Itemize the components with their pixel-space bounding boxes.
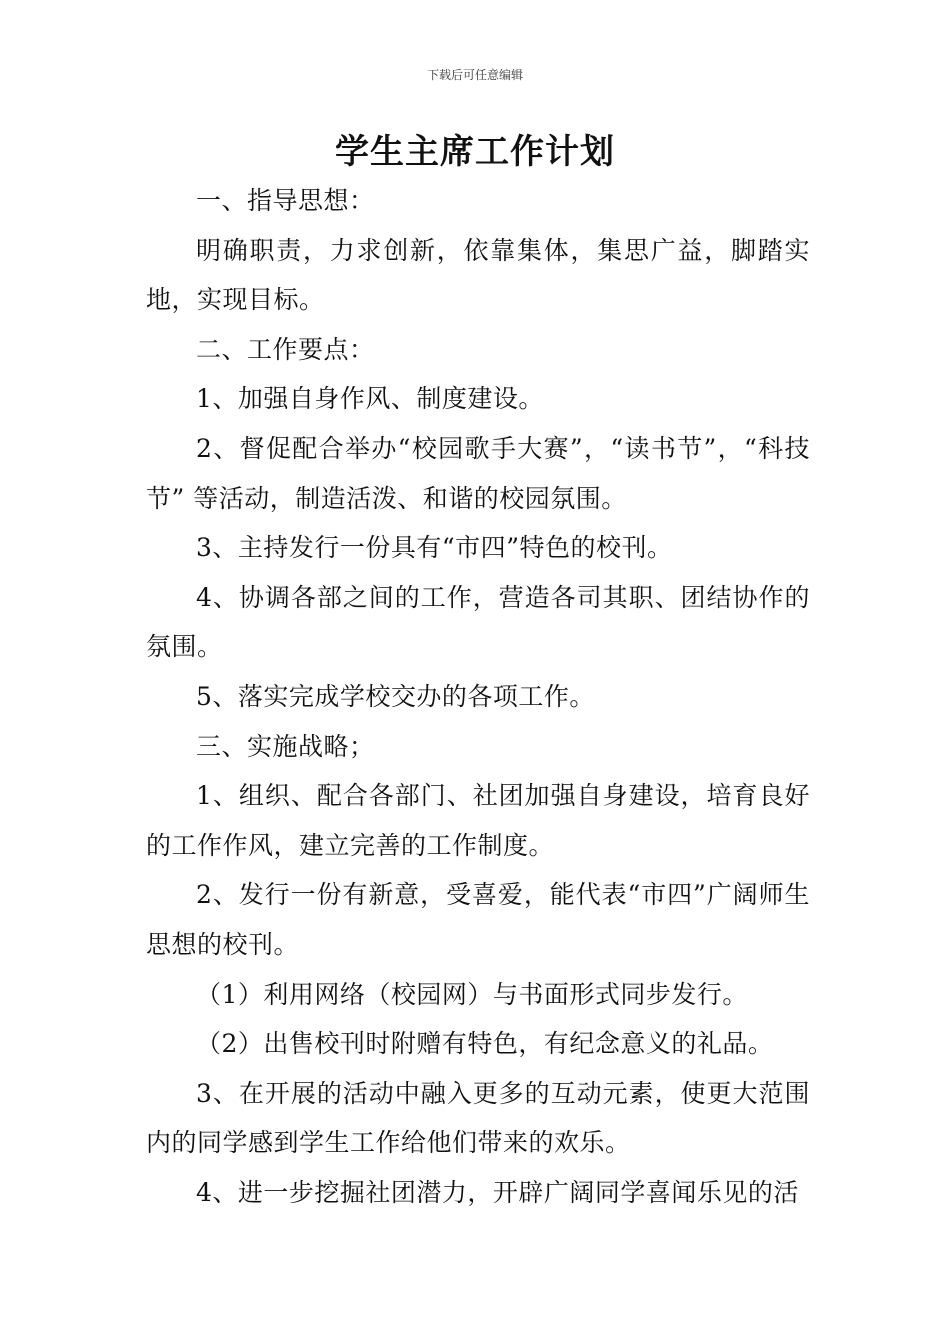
list-item: 1、加强自身作风、制度建设。 xyxy=(196,384,544,414)
sub-list-item: （1）利用网络（校园网）与书面形式同步发行。 xyxy=(196,979,748,1009)
section-heading-strategy: 三、实施战略； xyxy=(196,731,375,761)
list-item: 2、发行一份有新意，受喜爱，能代表“市四”广阔师生思想的校刊。 xyxy=(146,880,810,959)
list-item: 5、落实完成学校交办的各项工作。 xyxy=(196,681,595,711)
list-item: 4、进一步挖掘社团潜力，开辟广阔同学喜闻乐见的活 xyxy=(196,1177,799,1207)
sub-list-item: （2）出售校刊时附赠有特色，有纪念意义的礼品。 xyxy=(196,1029,774,1059)
section-heading-work-points: 二、工作要点： xyxy=(196,334,375,364)
document-body xyxy=(146,176,810,1217)
list-item: 3、在开展的活动中融入更多的互动元素，使更大范围内的同学感到学生工作给他们带来的欢乐。 xyxy=(146,1078,810,1158)
header-note: 下载后可任意编辑 xyxy=(426,68,523,82)
list-item: 4、协调各部之间的工作，营造各司其职、团结协作的氛围。 xyxy=(146,582,810,662)
document-title: 学生主席工作计划 xyxy=(335,132,615,172)
list-item: 1、组织、配合各部门、社团加强自身建设，培育良好的工作作风，建立完善的工作制度。 xyxy=(146,781,810,860)
list-item: 3、主持发行一份具有“市四”特色的校刊。 xyxy=(196,533,673,563)
section-heading-guiding-thought: 一、指导思想： xyxy=(196,186,375,215)
paragraph: 明确职责，力求创新，依靠集体，集思广益，脚踏实地，实现目标。 xyxy=(146,235,810,315)
list-item: 2、督促配合举办“校园歌手大赛”，“读书节”，“科技节” 等活动，制造活泼、和谐的校园氛围。 xyxy=(146,433,810,513)
